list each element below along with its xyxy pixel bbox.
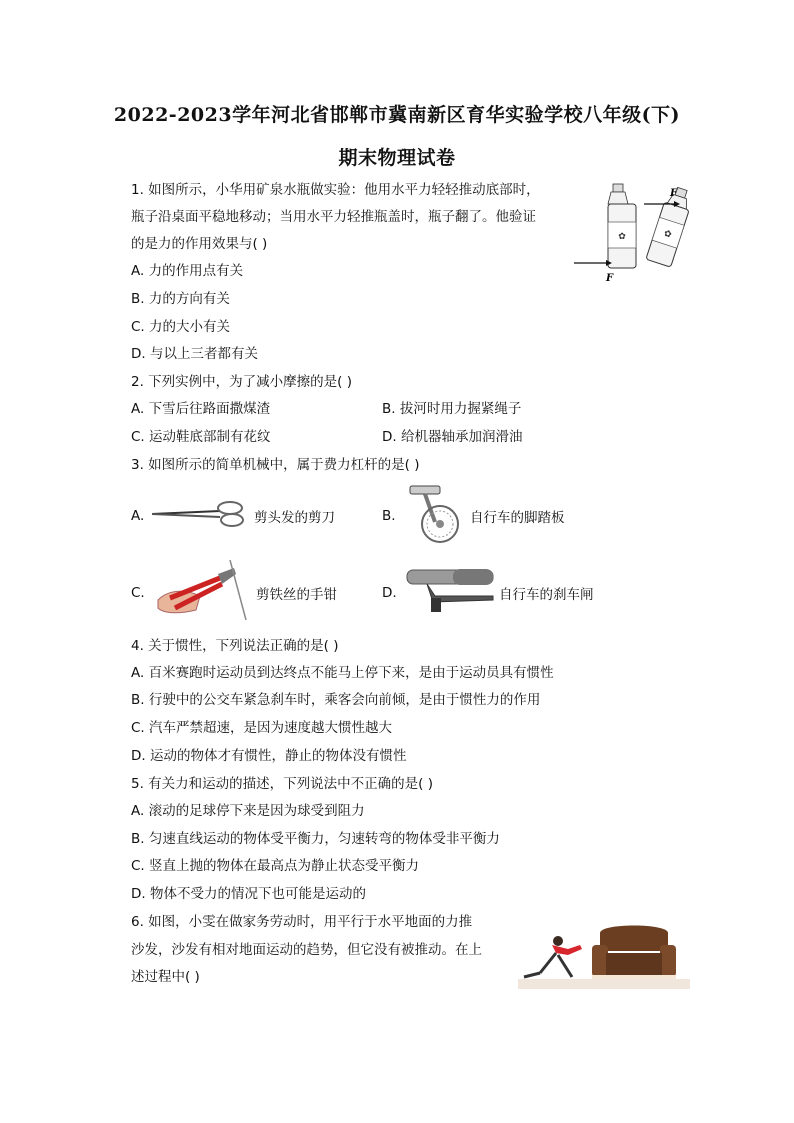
q3-brake-lever-image [405,566,497,616]
q5-option-d: D. 物体不受力的情况下也可能是运动的 [131,886,366,902]
q5-option-c: C. 竖直上抛的物体在最高点为静止状态受平衡力 [131,858,420,874]
q3-letter-d: D. [382,585,397,601]
q1-bottle-figure [570,182,700,287]
q4-option-c: C. 汽车严禁超速，是因为速度越大惯性越大 [131,720,393,736]
q1-option-c: C. 力的大小有关 [131,319,231,335]
svg-text:✿: ✿ [618,232,626,242]
exam-title-line1: 2022-2023学年河北省邯郸市冀南新区育华实验学校八年级(下) [113,104,681,126]
bottle-standing [608,184,636,268]
q3-letter-c: C. [131,585,145,601]
q3-label-b: 自行车的脚踏板 [470,510,565,526]
q3-bike-pedal-image [405,482,467,546]
q1-stem-line3: 的是力的作用效果与( ) [131,236,268,252]
q1-option-d: D. 与以上三者都有关 [131,346,258,362]
q3-letter-a: A. [131,508,145,524]
q2-option-b: B. 拔河时用力握紧绳子 [382,401,522,417]
q1-option-a: A. 力的作用点有关 [131,263,244,279]
force-label-top: F [670,188,678,199]
q5-option-a: A. 滚动的足球停下来是因为球受到阻力 [131,803,365,819]
q2-option-c: C. 运动鞋底部制有花纹 [131,429,271,445]
q4-option-a: A. 百米赛跑时运动员到达终点不能马上停下来，是由于运动员具有惯性 [131,665,554,681]
q3-label-c: 剪铁丝的手钳 [256,587,337,603]
q5-stem: 5. 有关力和运动的描述，下列说法中不正确的是( ) [131,776,433,792]
q6-stem-line3: 述过程中( ) [131,969,200,985]
q3-stem: 3. 如图所示的简单机械中，属于费力杠杆的是( ) [131,457,420,473]
q2-option-a: A. 下雪后往路面撒煤渣 [131,401,271,417]
q5-option-b: B. 匀速直线运动的物体受平衡力，匀速转弯的物体受非平衡力 [131,831,500,847]
q6-push-sofa-image [518,915,690,989]
q1-stem-line1: 1. 如图所示，小华用矿泉水瓶做实验：他用水平力轻轻推动底部时， [131,182,540,198]
force-label-bottom: F [606,273,614,284]
q3-pliers-image [150,560,250,620]
exam-title-line2: 期末物理试卷 [338,147,456,169]
q4-option-b: B. 行驶中的公交车紧急刹车时，乘客会向前倾，是由于惯性力的作用 [131,692,541,708]
q6-stem-line1: 6. 如图，小雯在做家务劳动时，用平行于水平地面的力推 [131,914,473,930]
q2-option-d: D. 给机器轴承加润滑油 [382,429,523,445]
q3-label-d: 自行车的刹车闸 [499,587,594,603]
q3-scissors-image [150,498,250,530]
q3-label-a: 剪头发的剪刀 [254,510,335,526]
q4-option-d: D. 运动的物体才有惯性，静止的物体没有惯性 [131,748,407,764]
svg-text:✿: ✿ [662,228,673,241]
q1-stem-line2: 瓶子沿桌面平稳地移动；当用水平力轻推瓶盖时，瓶子翻了。他验证 [131,209,536,225]
q6-stem-line2: 沙发，沙发有相对地面运动的趋势，但它没有被推动。在上 [131,942,482,958]
q2-stem: 2. 下列实例中，为了减小摩擦的是( ) [131,374,352,390]
q1-option-b: B. 力的方向有关 [131,291,230,307]
q4-stem: 4. 关于惯性，下列说法正确的是( ) [131,638,339,654]
q3-letter-b: B. [382,508,396,524]
